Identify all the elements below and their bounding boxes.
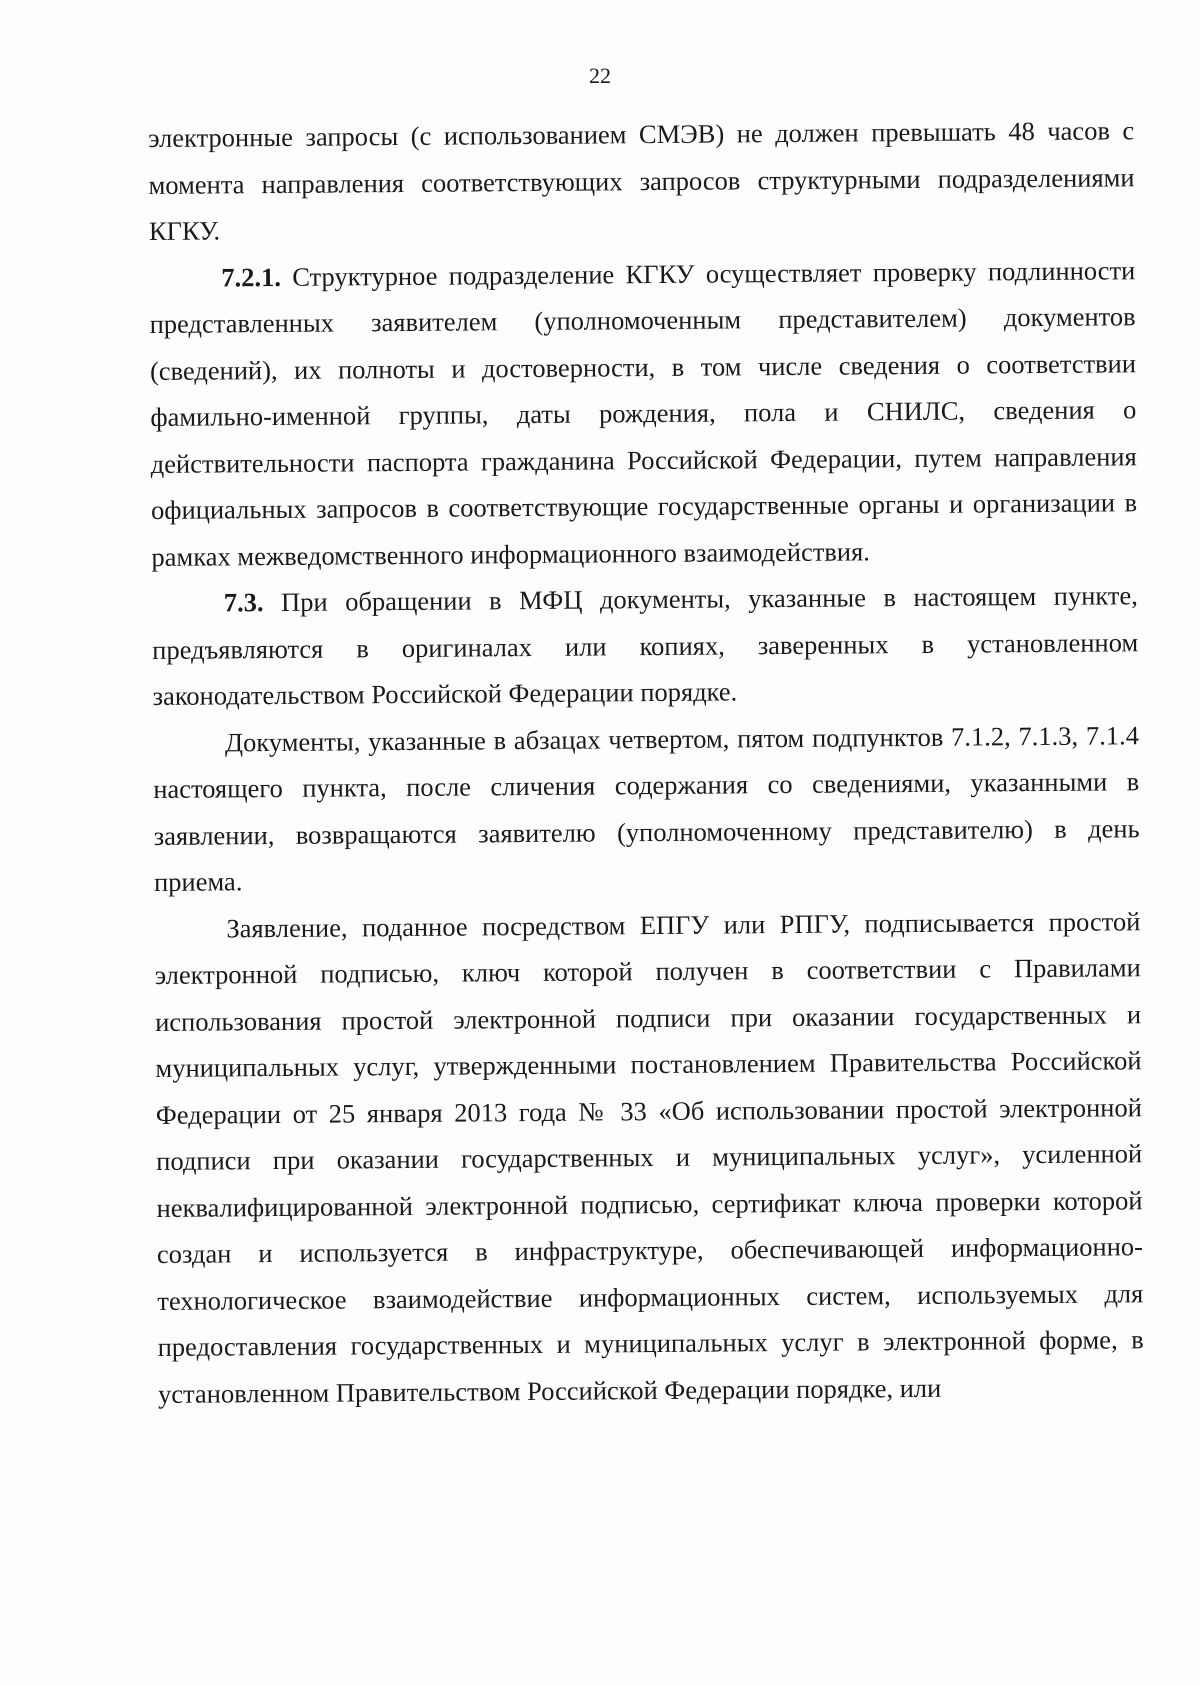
paragraph-electronic-signature — [154, 898, 1144, 1417]
paragraph-text: Структурное подразделение КГКУ осуществляет проверку подлинности представленных заявителем (уполномоченным представителем) документов (сведений), их полноты и достоверности, в том числе сведения о соответствии фамильно-именной группы, даты рождения, пола и СНИЛС, сведения о действительности паспорта гражданина Российской Федерации, путем направления официальных запросов в соответствующие государственные органы и организации в рамках межведомственного информационного взаимодействия. — [149, 254, 1138, 572]
clause-number: 7.2.1. — [221, 261, 282, 292]
paragraph-text: электронные запросы (с использованием СМЭВ) не должен превышать 48 часов с момента направления соответствующих запросов структурными подразделениями КГКУ. — [148, 115, 1135, 246]
page-number: 22 — [589, 63, 611, 88]
clause-number: 7.3. — [223, 587, 264, 618]
paragraph-7-3 — [152, 572, 1139, 719]
paragraph-text: Заявление, поданное посредством ЕПГУ или РПГУ, подписывается простой электронной подписью, ключ которой получен в соответствии с Правилами использования простой электронной подписи при оказании государственных и муниципальных услуг, утвержденными постановлением Правительства Российской Федерации от 25 января 2013 года № 33 «Об использовании простой электронной подписи при оказании государственных и муниципальных услуг», усиленной неквалифицированной электронной подписью, сертификат ключа проверки которой создан и используется в инфраструктуре, обеспечивающей информационно-технологическое взаимодействие информационных систем, используемых для предоставления государственных и муниципальных услуг в электронной форме, в установленном Правительством Российской Федерации порядке, или — [154, 905, 1144, 1409]
paragraph-text: Документы, указанные в абзацах четвертом, пятом подпунктов 7.1.2, 7.1.3, 7.1.4 настоящего пункта, после сличения содержания со сведениями, указанными в заявлении, возвращаются заявителю (уполномоченному представителю) в день приема. — [153, 719, 1140, 897]
paragraph-documents-return — [153, 712, 1140, 906]
paragraph-text: При обращении в МФЦ документы, указанные в настоящем пункте, предъявляются в оригиналах или копиях, заверенных в установленном законодательством Российской Федерации порядке. — [152, 580, 1139, 711]
document-body — [148, 107, 1144, 1417]
paragraph-continuation — [148, 107, 1135, 254]
paragraph-7-2-1 — [149, 247, 1138, 580]
